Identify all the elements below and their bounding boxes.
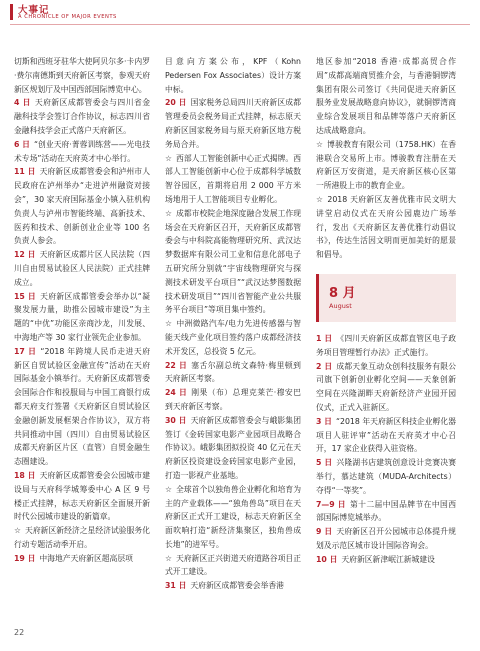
entry-text: 塞舌尔副总统文森特·梅里顿到天府新区考察。 xyxy=(165,360,301,384)
column-left xyxy=(14,55,150,600)
entry-date: 1 日 xyxy=(316,333,333,343)
chronicle-entry xyxy=(165,359,301,387)
chronicle-entry xyxy=(165,414,301,483)
section-title: 大事记 xyxy=(18,5,50,16)
chronicle-entry xyxy=(165,579,301,593)
entry-text: 兴隆湖书店建筑创意设计竞赛决赛举行，慕达建筑（MUDA-Architects）夺得“一等奖”。 xyxy=(316,458,456,495)
chronicle-entry xyxy=(165,483,301,552)
entry-text: 西部人工智能创新中心正式揭牌。西部人工智能创新中心位于成都科学城数智谷园区，首期将启用 2 000 平方米场地用于人工智能项目专业孵化。 xyxy=(165,153,301,204)
section-subtitle: A CHRONICLE OF MAJOR EVENTS xyxy=(18,14,117,20)
star-marker: ☆ xyxy=(165,553,173,563)
entry-date: 31 日 xyxy=(165,581,187,591)
entry-date: 6 日 xyxy=(14,139,30,149)
entry-text: 中洲微路汽车/电力先进传感器与智能天线产业化项目签约落户成都经济技术开发区，总投资 5 亿元。 xyxy=(165,319,301,356)
entry-date: 10 日 xyxy=(316,554,338,564)
month-label: 8 月 xyxy=(329,285,356,301)
chronicle-entry xyxy=(316,55,456,138)
chronicle-entry xyxy=(316,456,456,497)
entry-date: 9 日 xyxy=(316,527,333,537)
entry-text: 天府新区成都管委会和泸州市人民政府在泸州举办“走进泸州融资对接会”，30 家天府国际基金小镇入驻机构负责人与泸州市智能终端、高新技术、医药和技术、创新创业企业等 100 名负责人参会。 xyxy=(14,167,150,246)
page-number: 22 xyxy=(14,628,25,637)
chronicle-entry xyxy=(14,96,150,137)
entry-date: 30 日 xyxy=(165,415,187,425)
chronicle-entry xyxy=(316,193,456,262)
entry-date: 5 日 xyxy=(316,458,333,468)
header-divider xyxy=(10,24,470,25)
chronicle-entry xyxy=(165,207,301,317)
entry-text: 地区参加“2018 香港·成都高贸合作周”成都高端商贸推介会，与香港铜锣湾集团有限公司签订《共同促进天府新区服务业发展战略意向协议》，就铜锣湾商业综合发展项目和品牌等落户天府新区达成战略意向。 xyxy=(316,57,456,135)
entry-date: 2 日 xyxy=(316,361,333,371)
entry-text: “2018 年天府新区科技企业孵化器项目人驻评审”活动在天府英才中心召开，17 家企业获得入驻资格。 xyxy=(316,416,456,454)
entry-date: 7—9 日 xyxy=(316,499,346,509)
star-marker: ☆ xyxy=(316,194,324,204)
chronicle-entry xyxy=(14,165,150,248)
entry-date: 20 日 xyxy=(165,98,187,108)
entry-date: 15 日 xyxy=(14,291,37,301)
chronicle-entry xyxy=(14,552,150,566)
entry-text: “创业天府·菁蓉训练营——光电技术专场”活动在天府英才中心举行。 xyxy=(14,139,150,163)
entry-text: 切斯和西班牙驻华大使阿贝尔多·卡内罗·费尔南德斯到天府新区考察，参观天府新区规划厅及中国西部国际博览中心。 xyxy=(14,57,150,94)
entry-date: 3 日 xyxy=(316,416,332,426)
entry-date: 17 日 xyxy=(14,346,37,356)
month-banner xyxy=(316,274,456,322)
star-marker: ☆ xyxy=(165,484,173,494)
chronicle-entry xyxy=(316,498,456,526)
chronicle-entry xyxy=(316,553,456,567)
chronicle-entry xyxy=(14,469,150,524)
chronicle-entry xyxy=(14,138,150,166)
entry-text: 刚果（布）总理克莱芒·穆安巴到天府新区考察。 xyxy=(165,388,301,411)
entry-text: 天府新区新经济之星经济试验服务化行动专题活动季开启。 xyxy=(14,526,150,549)
chronicle-entry xyxy=(316,525,456,553)
star-marker: ☆ xyxy=(165,208,173,218)
star-marker: ☆ xyxy=(165,153,173,163)
column-middle xyxy=(165,55,301,600)
chronicle-entry xyxy=(165,317,301,358)
entry-text: “2018 年跨境人民币走进天府新区自贸试验区金融宣传”活动在天府国际基金小镇举行。天府新区成都管委会国际合作和投服局与中国工商银行成都天府支行签署《天府新区自贸试验区金融创新发展框架合作协议》，双方将共同推动中国（四川）自由贸易试验区成都天府新区片区（直管）自贸金融生态圈建设。 xyxy=(14,346,150,467)
entry-date: 24 日 xyxy=(165,388,188,398)
entry-text: 目意向方案公布，KPF（Kohn Pedersen Fox Associates）设计方案中标。 xyxy=(165,57,301,94)
entry-text: 天府新区成都管委会公园城市建设局与天府科学城筹委中心 A 区 9 号楼正式挂牌，标志天府新区全面展开新时代公园城市建设的新篇章。 xyxy=(14,470,150,522)
chronicle-entry xyxy=(316,332,456,360)
page-header xyxy=(10,2,470,48)
chronicle-entry xyxy=(165,152,301,207)
entry-text: 天府新区成都管委会举办以“凝聚发展力量，助推公园城市建设”为主题的“中优”功能区亲商沙龙，川发展、中海地产等 30 家行业领先企业参加。 xyxy=(14,291,150,342)
entry-text: 博骏教育有限公司（1758.HK）在香港联合交易所上市。博骏教育注册在天府新区万安街道，是天府新区核心区第一所港股上市的教育企业。 xyxy=(316,139,456,191)
star-marker: ☆ xyxy=(316,139,324,149)
chronicle-entry xyxy=(14,290,150,345)
chronicle-entry xyxy=(165,386,301,414)
entry-text: 天府新区召开公园城市总体提升规划及示范区城市设计国际咨询会。 xyxy=(316,527,456,550)
entry-text: 天府新区成都管委会与峨影集团签订《金砖国家电影产业园项目战略合作协议》。峨影集团拟投资 40 亿元在天府新区投资建设金砖国家电影产业园，打造一影视产业基地。 xyxy=(165,415,301,480)
star-marker: ☆ xyxy=(14,526,22,536)
star-marker: ☆ xyxy=(165,319,173,329)
entry-text: 天府新区正兴街道天府道路谷项目正式开工建设。 xyxy=(165,553,301,577)
chronicle-entry xyxy=(316,415,456,456)
entry-text: 天府新区成都管委会举香港 xyxy=(190,581,284,591)
chronicle-entry xyxy=(165,55,301,96)
month-label-english: August xyxy=(329,301,352,310)
chronicle-entry xyxy=(14,345,150,469)
entry-text: 国家税务总局四川天府新区成都管理委员会税务局正式挂牌，标志原天府新区国家税务局与原天府新区地方税务局合并。 xyxy=(165,98,301,149)
entry-text: 天府新区成都管委会与四川省金融科技学会签订合作协议，标志四川省金融科技学会正式落户天府新区。 xyxy=(14,98,150,135)
chronicle-entry xyxy=(14,248,150,289)
entry-text: 《四川天府新区成都直管区电子政务项目管理暂行办法》正式施行。 xyxy=(316,333,456,357)
chronicle-entry xyxy=(165,552,301,580)
header-accent-bar xyxy=(10,4,13,20)
entry-text: 中海地产天府新区超高层项 xyxy=(39,553,133,563)
entry-text: 成都天象互动众创科技服务有限公司旗下创新创业孵化空间——天象创新空间在兴隆湖畔天府新经济产业园开园仪式，正式入驻新区。 xyxy=(316,361,456,412)
entry-date: 22 日 xyxy=(165,360,188,370)
column-right xyxy=(316,55,456,600)
chronicle-entry xyxy=(165,96,301,151)
entry-text: 天府新区成都片区人民法院（四川自由贸易试验区人民法院）正式挂牌成立。 xyxy=(14,250,150,287)
chronicle-entry xyxy=(14,524,150,552)
entry-date: 19 日 xyxy=(14,553,36,563)
entry-date: 11 日 xyxy=(14,167,36,177)
entry-text: 天府新区新津岷江新城建设 xyxy=(341,554,435,564)
chronicle-entry xyxy=(316,360,456,415)
entry-date: 12 日 xyxy=(14,250,36,260)
chronicle-entry xyxy=(316,138,456,193)
entry-text: 成都市校院企地深度融合发展工作现场会在天府新区召开，天府新区成都管委会与中科院高能物理研究所、武汉达梦数据库有限公司工业和信息化部电子五研究所分别就“宇宙线物理研究与探测技术研发平台项目”“武汉达梦图数据技术研发项目”“四川省智能产业公共服务平台项目”等项目集中签约。 xyxy=(165,208,301,315)
entry-date: 18 日 xyxy=(14,470,36,480)
entry-text: 2018 天府新区友善优雅市民文明大讲堂启动仪式在天府公园鹿边广场举行，发出《天府新区友善优雅行动倡议书》，传达生活因文明而更加美好的愿景和倡导。 xyxy=(316,194,456,260)
entry-text: 第十二届中国品牌节在中国西部国际博览城举办。 xyxy=(316,499,456,523)
chronicle-entry xyxy=(14,55,150,96)
entry-text: 全球首个以独角兽企业孵化和培育为主的产业载体——“独角兽岛”项目在天府新区正式开工建设，标志天府新区全面吹响打造“新经济集聚区，独角兽成长地”的进军号。 xyxy=(165,484,301,549)
entry-date: 4 日 xyxy=(14,98,31,108)
